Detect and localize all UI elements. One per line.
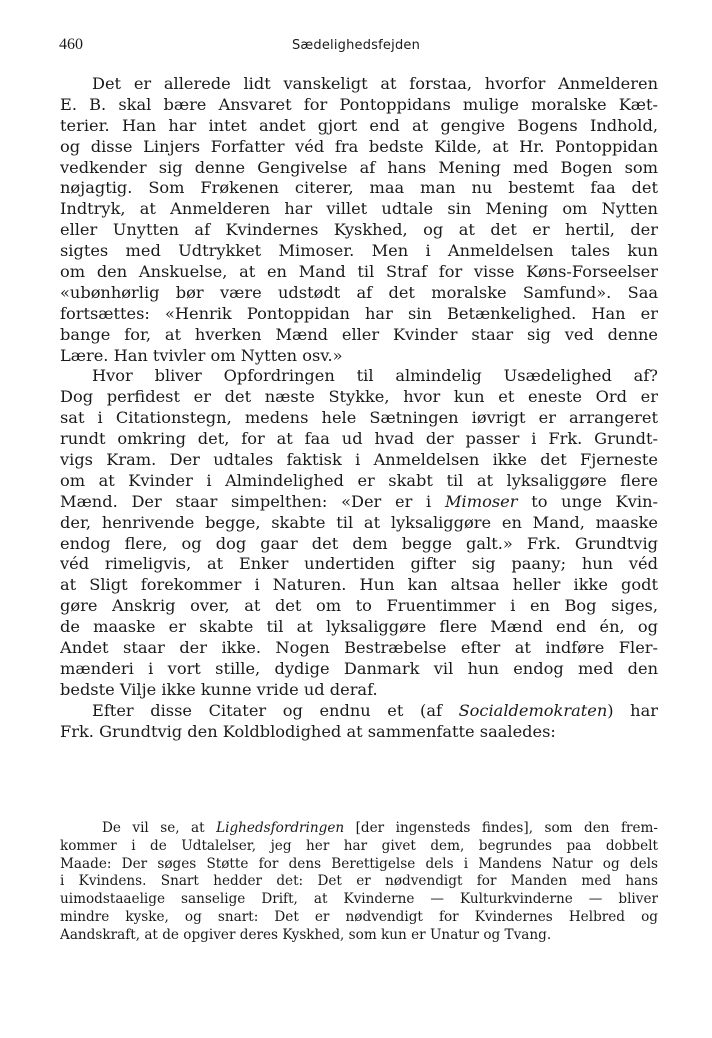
- text-line: vedkender sig denne Gengivelse af hans Mening med Bogen som: [60, 157, 658, 177]
- book-title-mimoser: Mimoser: [444, 491, 518, 511]
- text-segment: ) har: [607, 700, 658, 720]
- newspaper-title: Socialdemokraten: [458, 700, 608, 720]
- text-line: Lære. Han tvivler om Nytten osv.»: [60, 345, 343, 365]
- text-line: de maaske er skabte til at lyksaliggøre flere Mænd end én, og: [60, 617, 658, 637]
- running-title: Sædelighedsfejden: [291, 38, 421, 53]
- footnote-line: [60, 820, 658, 838]
- text-line: der, henrivende begge, skabte til at lyksaliggøre en Mand, maaske: [60, 512, 658, 532]
- footnote-line: Aandskraft, at de opgiver deres Kyskhed, som kun er Unatur og Tvang.: [60, 926, 552, 943]
- main-text: [60, 74, 658, 743]
- footnote-line: i Kvindens. Snart hedder det: Det er nødvendigt for Manden med hans: [60, 873, 658, 890]
- page-number: 460: [59, 36, 83, 53]
- text-line: Dog perfidest er det næste Stykke, hvor kun et eneste Ord er: [60, 387, 658, 407]
- text-line: E. B. skal bære Ansvaret for Pontoppidans mulige moralske Kæt-: [60, 94, 658, 114]
- text-segment: to unge Kvin-: [531, 491, 658, 511]
- text-line: fortsættes: «Henrik Pontoppidan har sin Betænkelighed. Han er: [60, 303, 658, 323]
- emphasized-term: Lighedsfordringen: [216, 820, 345, 836]
- text-line: bange for, at hverken Mænd eller Kvinder staar sig ved denne: [60, 324, 658, 344]
- text-line: [60, 701, 658, 722]
- text-line: [60, 492, 658, 513]
- text-line: om at Kvinder i Almindelighed er skabt til at lyksaliggøre flere: [60, 470, 658, 490]
- text-segment: De vil se, at: [102, 820, 205, 836]
- text-line: Indtryk, at Anmelderen har villet udtale sin Mening om Nytten: [60, 199, 658, 219]
- text-line: rundt omkring det, for at faa ud hvad der passer i Frk. Grundt-: [60, 429, 658, 449]
- text-line: og disse Linjers Forfatter véd fra bedste Kilde, at Hr. Pontoppidan: [60, 136, 658, 156]
- text-line: bedste Vilje ikke kunne vride ud deraf.: [60, 679, 378, 699]
- text-segment: [der ingensteds findes], som den frem-: [355, 820, 658, 836]
- text-line: Det er allerede lidt vanskeligt at forstaa, hvorfor Anmelderen: [92, 74, 658, 93]
- footnote-line: uimodstaaelige sanselige Drift, at Kvinderne — Kulturkvinderne — bliver: [60, 891, 658, 908]
- footnote-line: mindre kyske, og snart: Det er nødvendigt for Kvindernes Helbred og: [60, 908, 658, 925]
- footnote-line: kommer i de Udtalelser, jeg her har givet dem, begrundes paa dobbelt: [60, 837, 658, 854]
- text-segment: Efter disse Citater og endnu et (af: [92, 700, 442, 720]
- text-line: at Sligt forekommer i Naturen. Hun kan altsaa heller ikke godt: [60, 575, 658, 595]
- text-line: vigs Kram. Der udtales faktisk i Anmeldelsen ikke det Fjerneste: [60, 450, 658, 470]
- text-line: Frk. Grundtvig den Koldblodighed at sammenfatte saaledes:: [60, 721, 556, 741]
- text-line: Hvor bliver Opfordringen til almindelig Usædelighed af?: [92, 366, 658, 386]
- text-line: om den Anskuelse, at en Mand til Straf for visse Køns-Forseelser: [60, 262, 658, 282]
- text-line: sigtes med Udtrykket Mimoser. Men i Anmeldelsen tales kun: [60, 241, 658, 261]
- footnote: [60, 820, 658, 945]
- footnote-line: Maade: Der søges Støtte for dens Berettigelse dels i Mandens Natur og dels: [60, 855, 658, 872]
- text-line: mænderi i vort stille, dydige Danmark vil hun endog med den: [60, 658, 658, 678]
- text-line: «ubønhørlig bør være udstødt af det moralske Samfund». Saa: [60, 282, 658, 302]
- text-line: sat i Citationstegn, medens hele Sætningen iøvrigt er arrangeret: [60, 408, 658, 428]
- text-segment: Mænd. Der staar simpelthen: «Der er i: [60, 491, 432, 511]
- text-line: endog flere, og dog gaar det dem begge galt.» Frk. Grundtvig: [60, 533, 658, 553]
- text-line: gøre Anskrig over, at det om to Fruentimmer i en Bog siges,: [60, 596, 658, 616]
- text-line: eller Unytten af Kvindernes Kyskhed, og at det er hertil, der: [60, 220, 658, 240]
- text-line: terier. Han har intet andet gjort end at gengive Bogens Indhold,: [60, 115, 658, 135]
- text-line: nøjagtig. Som Frøkenen citerer, maa man nu bestemt faa det: [60, 178, 658, 198]
- text-line: Andet staar der ikke. Nogen Bestræbelse efter at indføre Fler-: [60, 638, 658, 658]
- text-line: véd rimeligvis, at Enker undertiden gifter sig paany; hun véd: [60, 554, 658, 574]
